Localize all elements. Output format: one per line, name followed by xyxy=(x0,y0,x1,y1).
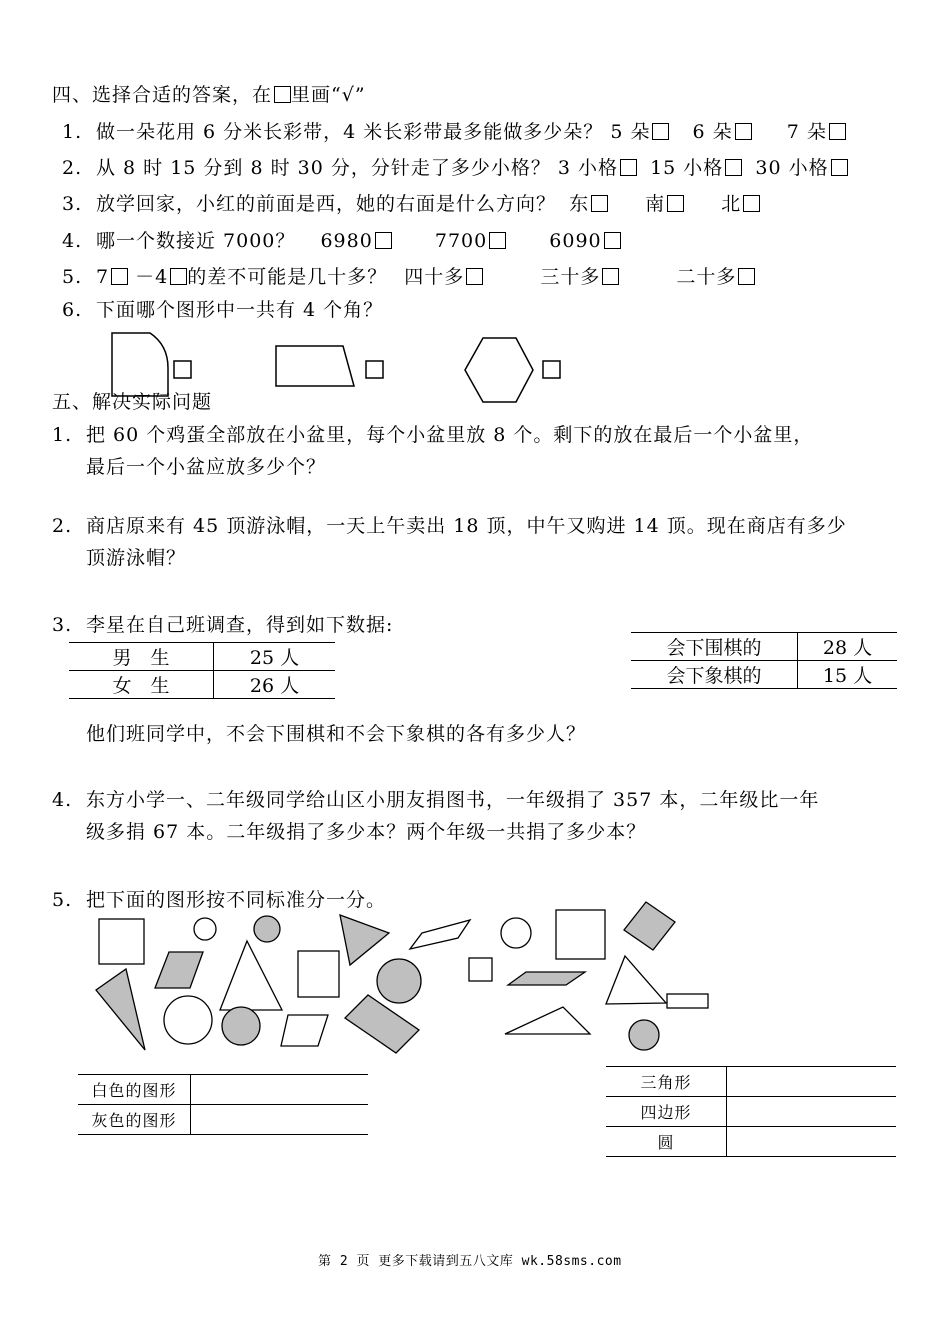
white-rhombus xyxy=(410,920,470,949)
gray-circle-large xyxy=(377,959,421,1003)
gray-triangle xyxy=(340,915,389,965)
shape-table xyxy=(606,1066,896,1157)
white-rectangle xyxy=(667,994,708,1008)
gray-circle-right xyxy=(629,1020,659,1050)
problem-1-line2: 最后一个小盆应放多少个？ xyxy=(86,456,327,478)
white-square-tiny xyxy=(469,958,492,981)
question-6: 6. 下面哪个图形中一共有 4 个角？ xyxy=(62,299,384,321)
problem-4: 4. 东方小学一、二年级同学给山区小朋友捐图书，一年级捐了 357 本，二年级比一年 xyxy=(52,789,820,811)
table-row: 会下围棋的 28 人 xyxy=(631,633,897,661)
gray-parallelogram xyxy=(155,952,203,988)
white-square xyxy=(99,919,144,964)
table-row: 灰色的图形 xyxy=(78,1105,368,1135)
answer-cell[interactable] xyxy=(727,1127,897,1157)
table-row: 圆 xyxy=(606,1127,896,1157)
problem-3-question: 他们班同学中，不会下围棋和不会下象棋的各有多少人？ xyxy=(86,723,587,745)
table-row: 白色的图形 xyxy=(78,1075,368,1105)
problem-4-line2: 级多捐 67 本。二年级捐了多少本？两个年级一共捐了多少本？ xyxy=(86,821,647,843)
answer-cell[interactable] xyxy=(727,1097,897,1127)
problem-2-line2: 顶游泳帽？ xyxy=(86,547,187,569)
color-table xyxy=(78,1074,368,1135)
gray-circle xyxy=(222,1007,260,1045)
white-square-medium xyxy=(298,951,339,997)
gray-square-rotated xyxy=(624,902,675,950)
table-row: 女 生 26 人 xyxy=(69,671,335,699)
problem-2: 2. 商店原来有 45 顶游泳帽，一天上午卖出 18 顶，中午又购进 14 顶。现在商店有多少 xyxy=(52,515,847,537)
question-4: 4. 哪一个数接近 7000？ 6980 7700 6090 xyxy=(62,226,621,253)
question-5: 5. 7 －4 的差不可能是几十多？ 四十多 三十多 二十多 xyxy=(62,262,755,289)
white-square-large xyxy=(556,910,605,959)
question-3: 3. 放学回家，小红的前面是西，她的右面是什么方向？ 东 南 北 xyxy=(62,189,760,216)
white-circle-large xyxy=(164,996,212,1044)
answer-cell[interactable] xyxy=(191,1075,369,1105)
gray-rectangle-rotated xyxy=(345,995,419,1053)
white-triangle-obtuse xyxy=(505,1007,590,1034)
problem-1: 1. 把 60 个鸡蛋全部放在小盆里，每个小盆里放 8 个。剩下的放在最后一个小盆里， xyxy=(52,424,814,446)
gray-triangle-tall xyxy=(96,969,145,1050)
question-2: 2. 从 8 时 15 分到 8 时 30 分，分针走了多少小格？ 3 小格 15 小格 30 小格 xyxy=(62,153,848,180)
table-row: 男 生 25 人 xyxy=(69,643,335,671)
section4-title: 四、选择合适的答案，在 里画“√” xyxy=(52,84,366,106)
problem-3: 3. 李星在自己班调查，得到如下数据: xyxy=(52,614,394,636)
white-triangle-right xyxy=(606,956,666,1004)
answer-cell[interactable] xyxy=(727,1067,897,1097)
table-row: 会下象棋的 15 人 xyxy=(631,661,897,689)
white-trapezoid xyxy=(281,1015,328,1046)
white-triangle xyxy=(220,941,282,1010)
problem-5: 5. 把下面的图形按不同标准分一分。 xyxy=(52,889,387,911)
white-circle xyxy=(501,918,531,948)
gray-parallelogram-flat xyxy=(508,972,585,985)
page-footer: 第 2 页 更多下载请到五八文库 wk.58sms.com xyxy=(318,1254,622,1269)
section5-title: 五、解决实际问题 xyxy=(52,391,213,413)
answer-cell[interactable] xyxy=(191,1105,369,1135)
question-1: 1. 做一朵花用 6 分米长彩带，4 米长彩带最多能做多少朵？ 5 朵 6 朵 7 朵 xyxy=(62,117,846,144)
gray-circle-small xyxy=(254,916,280,942)
table-row: 三角形 xyxy=(606,1067,896,1097)
table-row: 四边形 xyxy=(606,1097,896,1127)
white-circle-small xyxy=(194,918,216,940)
